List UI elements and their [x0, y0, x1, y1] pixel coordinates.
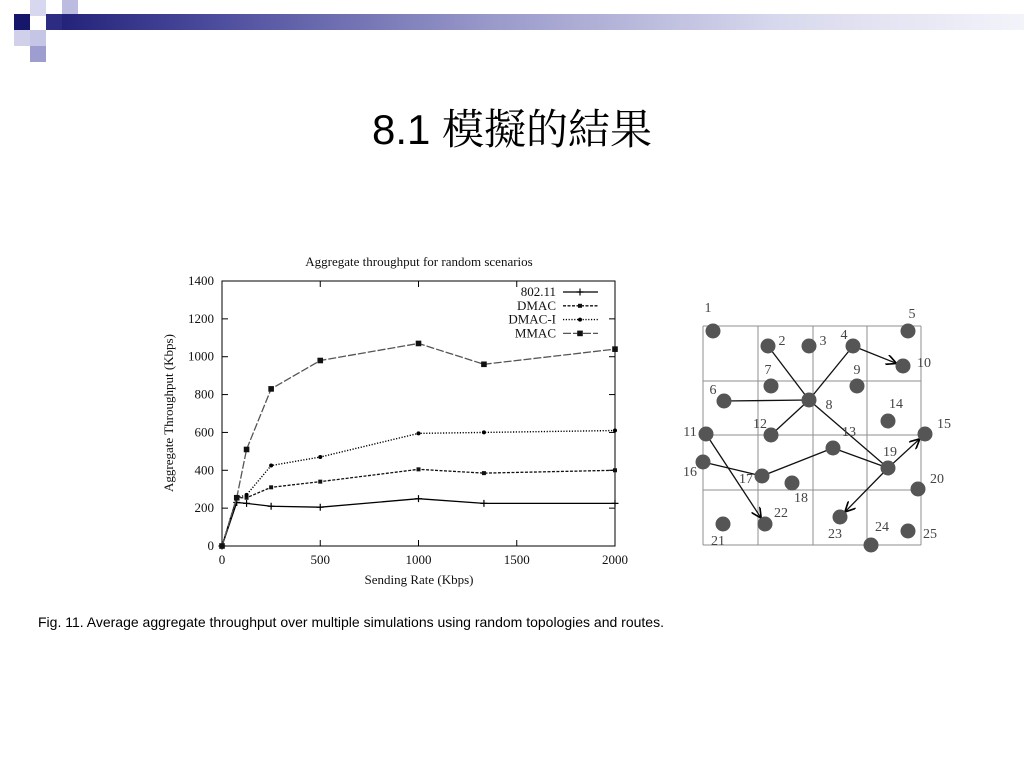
- decor-square: [14, 14, 30, 30]
- x-tick-label: 1500: [503, 552, 530, 567]
- x-tick-label: 0: [218, 552, 226, 567]
- node-label: 13: [842, 425, 856, 440]
- series-point-mmac: [234, 495, 240, 501]
- node: [755, 469, 770, 484]
- series-point-mmac: [317, 358, 323, 364]
- series-point-dmac: [613, 468, 617, 472]
- series-line-dmac-i: [222, 431, 615, 546]
- node: [864, 538, 879, 553]
- node: [850, 379, 865, 394]
- x-tick-label: 2000: [602, 552, 628, 567]
- series-point-dmac: [269, 485, 273, 489]
- series-line-dmac: [222, 469, 615, 546]
- x-tick-label: 500: [310, 552, 330, 567]
- node-label: 6: [709, 383, 717, 398]
- node-label: 17: [739, 472, 753, 487]
- legend-marker-dmac: [578, 304, 582, 308]
- series-line-802-11: [222, 499, 615, 546]
- route-link: [833, 448, 888, 468]
- slide-title: 8.1 模擬的結果: [371, 106, 653, 153]
- node: [696, 455, 711, 470]
- node: [802, 339, 817, 354]
- series-point-dmac: [482, 471, 486, 475]
- series-point-mmac: [416, 341, 422, 347]
- topology-diagram: [675, 295, 960, 560]
- y-tick-label: 200: [194, 500, 214, 516]
- node: [699, 427, 714, 442]
- series-point-802-11: [480, 500, 487, 507]
- node: [881, 414, 896, 429]
- y-tick-label: 1200: [188, 310, 214, 326]
- node: [901, 524, 916, 539]
- decor-square: [30, 30, 46, 46]
- series-point-dmac-i: [245, 493, 249, 497]
- series-point-dmac-i: [318, 455, 322, 459]
- legend-label-mmac: MMAC: [514, 325, 556, 341]
- diagram-layer: [683, 301, 951, 553]
- node: [826, 441, 841, 456]
- node: [911, 482, 926, 497]
- node: [802, 393, 817, 408]
- legend-marker-802-11: [577, 289, 584, 296]
- node-label: 3: [819, 334, 827, 349]
- node-label: 2: [778, 334, 786, 349]
- node: [846, 339, 861, 354]
- series-point-dmac-i: [417, 431, 421, 435]
- figure-caption: Fig. 11. Average aggregate throughput over multiple simulations using random topologies and routes.: [38, 614, 664, 630]
- decor-gradient-bar: [62, 14, 1024, 30]
- route-link: [724, 400, 809, 401]
- x-tick-label: 1000: [405, 552, 432, 567]
- decor-square: [14, 30, 30, 46]
- node: [896, 359, 911, 374]
- decor-square: [30, 0, 46, 16]
- legend-marker-dmac-i: [578, 318, 582, 322]
- legend-label-dmac: DMAC: [516, 297, 556, 313]
- series-point-802-11: [243, 500, 250, 507]
- node: [706, 324, 721, 339]
- y-tick-label: 600: [194, 424, 214, 440]
- series-point-dmac-i: [482, 430, 486, 434]
- node-label: 19: [883, 445, 897, 460]
- node: [764, 379, 779, 394]
- route-link: [762, 448, 833, 476]
- legend-marker-mmac: [577, 331, 583, 337]
- node: [901, 324, 916, 339]
- node-label: 16: [683, 465, 697, 480]
- series-point-dmac: [318, 480, 322, 484]
- node-label: 24: [875, 520, 889, 535]
- node-label: 14: [889, 397, 903, 412]
- y-tick-label: 1000: [188, 348, 214, 364]
- series-line-mmac: [222, 343, 615, 546]
- node-label: 23: [828, 527, 842, 542]
- series-point-dmac: [417, 467, 421, 471]
- node-label: 1: [704, 301, 712, 316]
- chart-layer: [161, 254, 628, 587]
- series-point-802-11: [317, 504, 324, 511]
- node: [833, 510, 848, 525]
- throughput-chart: [150, 245, 645, 595]
- node-label: 11: [683, 425, 697, 440]
- chart-title: Aggregate throughput for random scenarios: [305, 254, 533, 269]
- node-label: 15: [937, 417, 951, 432]
- node-label: 5: [908, 307, 916, 322]
- legend-label-dmac-i: DMAC-I: [508, 311, 556, 327]
- node-label: 10: [917, 356, 931, 371]
- series-point-mmac: [268, 386, 274, 392]
- decor-square: [46, 14, 62, 30]
- y-axis-label: Aggregate Throughput (Kbps): [161, 334, 176, 492]
- series-point-802-11: [268, 503, 275, 510]
- series-point-dmac-i: [269, 464, 273, 468]
- route-link: [809, 346, 853, 400]
- node: [717, 394, 732, 409]
- y-tick-label: 0: [207, 538, 214, 553]
- series-point-802-11: [612, 500, 619, 507]
- series-point-802-11: [415, 495, 422, 502]
- node: [758, 517, 773, 532]
- node: [761, 339, 776, 354]
- node-label: 22: [774, 506, 788, 521]
- y-tick-label: 800: [194, 386, 214, 402]
- node-label: 7: [764, 363, 772, 378]
- decor-square: [30, 46, 46, 62]
- node: [918, 427, 933, 442]
- node-label: 18: [794, 491, 808, 506]
- y-tick-label: 1400: [188, 273, 214, 288]
- y-tick-label: 400: [194, 462, 214, 478]
- node-label: 20: [930, 472, 944, 487]
- node: [716, 517, 731, 532]
- route-link: [771, 400, 809, 435]
- legend-label-802-11: 802.11: [520, 284, 556, 299]
- node: [785, 476, 800, 491]
- node-label: 9: [853, 363, 861, 378]
- node-label: 4: [840, 328, 848, 343]
- node-label: 25: [923, 527, 937, 542]
- series-point-mmac: [612, 346, 618, 352]
- series-point-mmac: [244, 447, 250, 453]
- node-label: 8: [825, 398, 833, 413]
- series-point-dmac-i: [613, 429, 617, 433]
- series-point-mmac: [219, 543, 225, 549]
- series-point-mmac: [481, 361, 487, 367]
- x-axis-label: Sending Rate (Kbps): [364, 572, 474, 587]
- node: [881, 461, 896, 476]
- node-label: 21: [711, 534, 725, 549]
- node-label: 12: [753, 417, 767, 432]
